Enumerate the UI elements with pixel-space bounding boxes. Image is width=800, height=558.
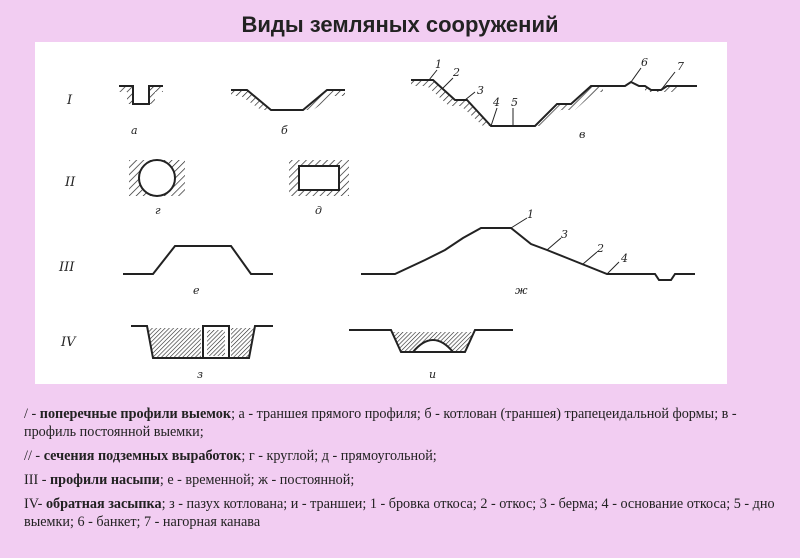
callout-zh-3: 3 [561, 228, 568, 241]
backfill-z [131, 326, 273, 358]
section-d [289, 160, 349, 196]
legend-line-1 [24, 405, 784, 441]
legend-prefix: / - [24, 406, 40, 422]
legend-prefix: // - [24, 448, 44, 464]
sublabel-a: а [131, 124, 138, 137]
profile-a [119, 86, 163, 104]
callout-v-3: 3 [477, 84, 484, 97]
callout-zh-1: 1 [527, 208, 534, 221]
row-label-3: III [59, 260, 75, 275]
legend-description: ; г - круглой; д - прямоугольной; [241, 448, 437, 464]
legend-description: ; з - пазух котлована; и - траншеи; 1 - бровка откоса; 2 - откос; 3 - берма; 4 - основание откоса; 5 - дно выемки; 6 - банкет; 7 - нагорная канава [24, 496, 775, 530]
legend-line-2 [24, 447, 784, 465]
section-g [129, 160, 185, 196]
profile-b [231, 90, 345, 110]
earthworks-diagram [35, 42, 727, 384]
legend-term: профили насыпи [50, 472, 160, 488]
legend-line-4 [24, 495, 784, 531]
sublabel-g: г [155, 204, 161, 217]
callout-v-4: 4 [493, 96, 500, 109]
sublabel-i: и [429, 368, 437, 381]
backfill-i [349, 330, 513, 352]
sublabel-d: д [315, 204, 322, 217]
row-label-1: I [67, 93, 73, 108]
callout-v-5: 5 [511, 96, 518, 109]
embankment-zh [361, 218, 695, 280]
legend-term: поперечные профили выемок [39, 406, 232, 422]
row-label-4: IV [61, 335, 76, 350]
legend-term: обратная засыпка [45, 496, 162, 512]
embankment-e [123, 246, 273, 274]
callout-v-6: 6 [641, 56, 648, 69]
legend-line-3 [24, 471, 784, 489]
callout-v-7: 7 [677, 60, 684, 73]
slide-title: Виды земляных сооружений [241, 12, 559, 37]
callout-v-1: 1 [435, 58, 442, 71]
sublabel-v: в [579, 128, 586, 141]
callout-zh-4: 4 [621, 252, 628, 265]
callout-zh-2: 2 [597, 242, 604, 255]
sublabel-e: е [193, 284, 200, 297]
legend-prefix: IV- [24, 496, 46, 512]
legend-description: ; е - временной; ж - постоянной; [159, 472, 355, 488]
legend-prefix: III - [24, 472, 50, 488]
legend-text [24, 405, 784, 537]
legend-term: сечения подземных выработок [43, 448, 242, 464]
earthworks-figure [35, 42, 727, 384]
callout-v-2: 2 [453, 66, 460, 79]
sublabel-z: з [197, 368, 203, 381]
sublabel-b: б [281, 124, 288, 137]
legend-description: ; а - траншея прямого профиля; б - котлован (траншея) трапецеидальной формы; в - профиль постоянной выемки; [24, 406, 737, 440]
row-label-2: II [65, 175, 76, 190]
sublabel-zh: ж [515, 284, 528, 297]
